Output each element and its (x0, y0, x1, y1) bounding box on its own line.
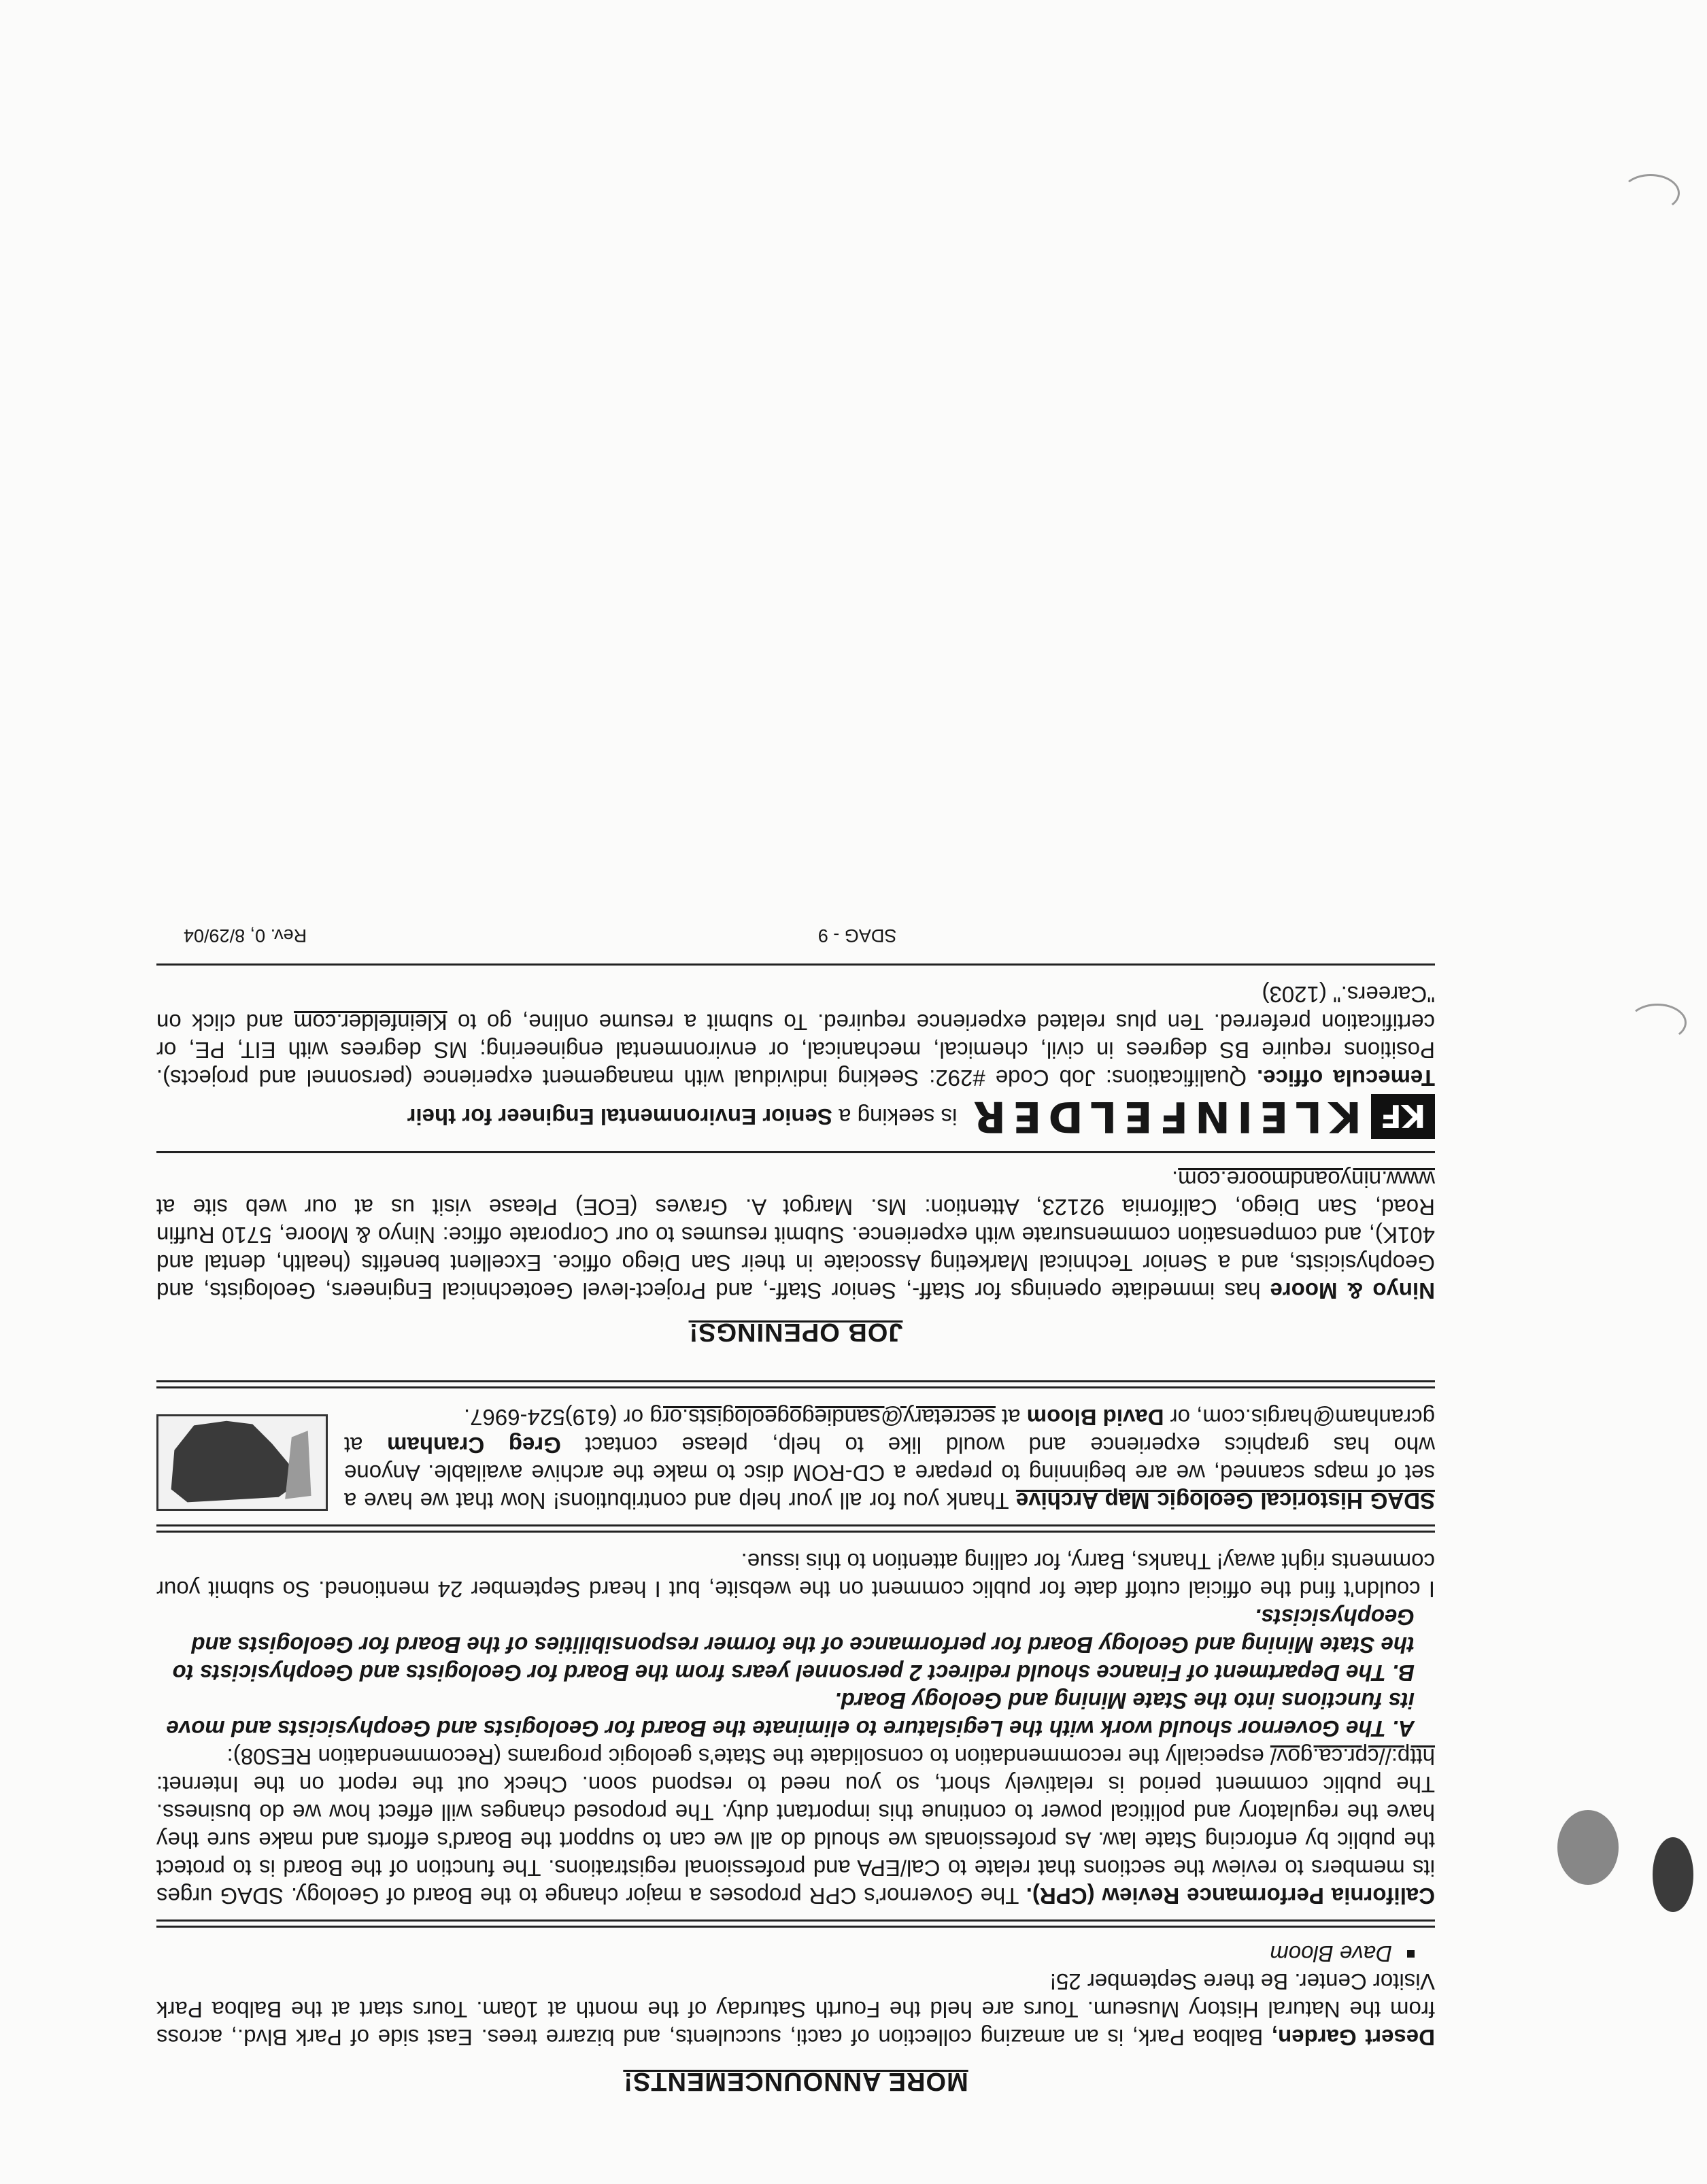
author-bullet (156, 1940, 1435, 1968)
kleinfelder-link[interactable]: Kleinfelder.com (294, 1010, 447, 1035)
cpr-title: California Performance Review (CPR). (1026, 1883, 1435, 1909)
page-number: SDAG - 9 (817, 925, 897, 946)
map-archive-paragraph: SDAG Historical Geologic Map Archive Thank you for all your help and contributions! Now that we have a set of maps scanned, we are beginning to prepare a CD-ROM disc to make the archive available. Anyone who has graphics experience and would like to help, please contact Greg Cranham at gcranham@hargis.com, or David Bloom at secretary@sandiegogeologists.org or (619)524-6967. (343, 1405, 1435, 1514)
map-archive-title: SDAG Historical Geologic Map Archive (1015, 1488, 1435, 1514)
cpr-closing: I couldn't find the official cutoff date for public comment on the website, but I heard September 24 mentioned. So submit your comments right away! Thanks, Barry, for calling attention to this issue. (156, 1549, 1435, 1602)
page-footer (156, 925, 1435, 946)
recommendation-b: B. The Department of Finance should redirect 2 personnel years from the Board for Geologists and Geophysicists to the State Mining and Geology Board for performance of the former responsibilities of the Board for Geologists and Geophysicists. (172, 1605, 1415, 1686)
section-divider (156, 1380, 1435, 1388)
revision-label: Rev. 0, 8/29/04 (184, 925, 307, 946)
punch-hole-mark (1621, 174, 1680, 212)
recommendation-a: A. The Governor should work with the Legislature to eliminate the Board for Geologists and Geophysicists and move its functions into the State Mining and Geology Board. (166, 1688, 1415, 1741)
footer-rule (156, 963, 1435, 966)
author-name: Dave Bloom (1270, 1941, 1392, 1966)
section-divider (156, 1151, 1435, 1153)
cpr-link[interactable]: http://cpr.ca.gov/ (1270, 1744, 1435, 1769)
punch-hole-mark (1628, 1004, 1687, 1042)
desert-garden-title: Desert Garden, (1271, 2025, 1435, 2050)
email-link[interactable]: secretary@sandiegogeologists.org (649, 1405, 996, 1430)
job-openings-heading: JOB OPENINGS! (688, 1318, 903, 1346)
desert-garden-paragraph: Desert Garden, Balboa Park, is an amazing collection of cacti, succulents, and bizarre trees. East side of Park Blvd., across from the Natural History Museum. Tours are held the Fourth Saturday of the month at 10am. Tours start at the Balboa Park Visitor Center. Be there September 25! (156, 1969, 1435, 2050)
bullet-icon (1407, 1950, 1415, 1958)
kleinfelder-paragraph: Temecula office. Qualifications: Job Code #292: Seeking individual with management experience (personnel and projects). Positions require BS degrees in civil, chemical, mechanical, or environmental engineering; MS degrees with EIT, PE, or certification preferred. Ten plus related experience required. To submit a resume online, go to Kleinfelder.com and click on "Careers." (1203) (156, 982, 1435, 1091)
kleinfelder-wordmark: KLEINFELDER (966, 1092, 1362, 1142)
map-archive-section (156, 1403, 1435, 1515)
scan-shadow (1653, 1837, 1693, 1912)
more-announcements-heading: MORE ANNOUNCEMENTS! (623, 2067, 968, 2096)
scan-shadow (1557, 1810, 1619, 1885)
ninyo-link[interactable]: www.ninyoandmoore.com (1178, 1167, 1435, 1192)
section-divider (156, 1919, 1435, 1928)
kleinfelder-header (156, 1092, 1435, 1142)
cpr-paragraph: California Performance Review (CPR). The Governor's CPR proposes a major change to the Board of Geology. SDAG urges its members to review the sections that relate to Cal/EPA and professional registrations. The function of the Board is to protect the public by enforcing State law. As professionals we should do all we can to support the Board's efforts and make sure they have the regulatory and political power to continue this important duty. The proposed changes will effect how we do business. The public comment period is relatively short, so you need to respond soon. Check out the report on the Internet: http://cpr.ca.gov/ especially the recommendation to consolidate the State's geologic programs (Recommendation RES08): (156, 1744, 1435, 1909)
ninyo-moore-paragraph: Ninyo & Moore has immediate openings for Staff-, Senior Staff-, and Project-level Geotechnical Engineers, Geologists, and Geophysicists, and a Senior Technical Marketing Associate in their San Diego office. Excellent benefits (health, dental and 401K), and compensation commensurate with experience. Submit resumes to our Corporate office: Ninyo & Moore, 5710 Ruffin Road, San Diego, California 92123, Attention: Ms. Margot A. Graves (EOE) Please visit us at our web site at www.ninyoandmoore.com. (156, 1167, 1435, 1303)
section-divider (156, 1524, 1435, 1533)
ninyo-moore-title: Ninyo & Moore (1270, 1278, 1435, 1303)
kleinfelder-lead: is seeking a Senior Environmental Engineer for their (407, 1104, 958, 1129)
kleinfelder-logo-icon (1371, 1095, 1435, 1140)
svg-text:KF: KF (1380, 1097, 1426, 1135)
geologic-map-image (156, 1414, 328, 1511)
